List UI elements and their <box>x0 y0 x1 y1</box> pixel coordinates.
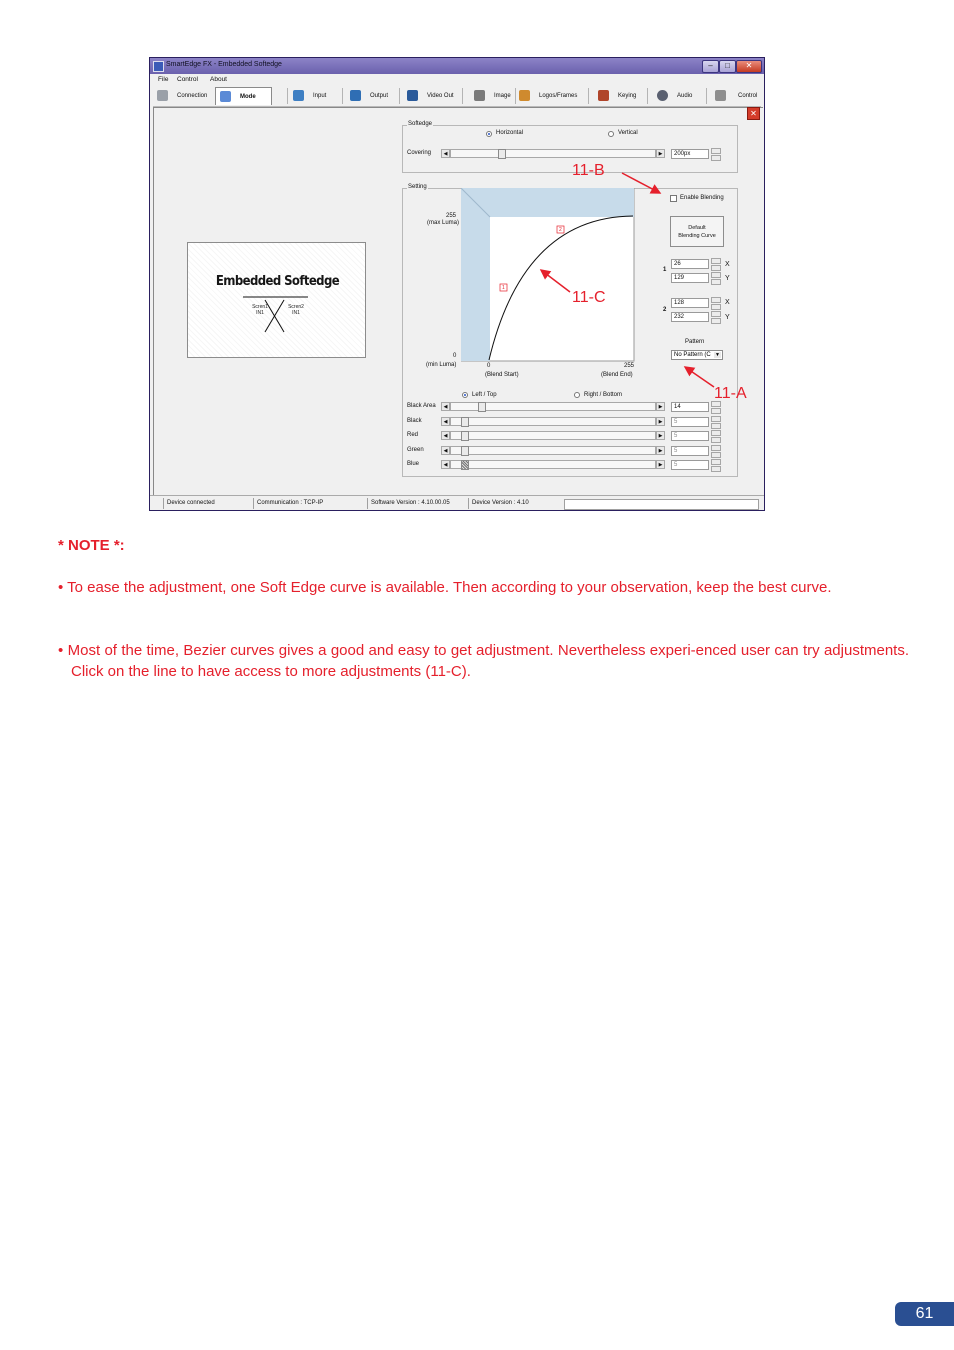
note-bullet-1: • To ease the adjustment, one Soft Edge curve is available. Then according to your observation, keep the best curve. <box>58 579 832 596</box>
slider-label: Black Area <box>407 403 436 409</box>
minimize-button[interactable]: – <box>702 60 719 73</box>
panel-close-icon[interactable]: ✕ <box>747 107 760 120</box>
y-max-sub: (max Luma) <box>427 220 460 226</box>
vertical-label: Vertical <box>618 130 638 136</box>
point2-y-field[interactable]: 232 <box>671 312 709 322</box>
enable-blending-label: Enable Blending <box>680 195 724 201</box>
slider-right-arrow[interactable]: ▶ <box>656 446 665 455</box>
curve-marker-2[interactable]: 2 <box>559 227 562 233</box>
status-communication: Communication : TCP-IP <box>253 498 367 509</box>
point2-label: 2 <box>663 307 667 313</box>
x-min-label: 0 <box>487 363 491 369</box>
preview-screen2: Scren2 IN1 <box>288 304 304 316</box>
chevron-down-icon: ▼ <box>715 352 720 358</box>
tab-input[interactable]: Input <box>289 87 339 104</box>
slider-value-field[interactable]: 5 <box>671 417 709 427</box>
covering-left-arrow[interactable]: ◀ <box>441 149 450 158</box>
y-min-label: 0 <box>453 353 457 359</box>
slider-right-arrow[interactable]: ▶ <box>656 417 665 426</box>
page-number: 61 <box>895 1302 954 1326</box>
window-title: SmartEdge FX - Embedded Softedge <box>166 61 282 68</box>
tab-keying[interactable]: Keying <box>594 87 644 104</box>
point2-x-field[interactable]: 128 <box>671 298 709 308</box>
x-min-sub: (Blend Start) <box>485 372 519 378</box>
close-button[interactable]: ✕ <box>736 60 762 73</box>
pattern-label: Pattern <box>685 339 705 345</box>
point1-x-field[interactable]: 26 <box>671 259 709 269</box>
callout-11c: 11-C <box>572 289 606 306</box>
y-min-sub: (min Luma) <box>426 362 457 368</box>
status-device-version: Device Version : 4.10 <box>468 498 562 509</box>
point2-y-letter: Y <box>725 314 730 321</box>
menu-file[interactable]: File <box>158 76 169 83</box>
callout-11a: 11-A <box>714 385 747 402</box>
right-bottom-label: Right / Bottom <box>584 392 623 398</box>
tab-control[interactable]: Control <box>711 87 761 104</box>
covering-label: Covering <box>407 150 432 156</box>
left-top-label: Left / Top <box>472 392 497 398</box>
slider-left-arrow[interactable]: ◀ <box>441 431 450 440</box>
covering-field[interactable]: 200px <box>671 149 709 159</box>
tab-connection[interactable]: Connection <box>153 87 215 104</box>
tab-image[interactable]: Image <box>470 87 520 104</box>
slider-value-field[interactable]: 5 <box>671 431 709 441</box>
slider-value-field[interactable]: 5 <box>671 446 709 456</box>
preview-screen1: Scren1 IN1 <box>252 304 268 316</box>
slider-label: Red <box>407 432 419 438</box>
slider-right-arrow[interactable]: ▶ <box>656 402 665 411</box>
setting-group-label: Setting <box>408 184 427 190</box>
slider-label: Blue <box>407 461 420 467</box>
tab-mode[interactable]: Mode <box>215 87 272 105</box>
tab-video-out[interactable]: Video Out <box>403 87 458 104</box>
y-max-label: 255 <box>446 213 457 219</box>
point1-x-letter: X <box>725 261 730 268</box>
callout-11b: 11-B <box>572 162 605 179</box>
slider-value-field[interactable]: 5 <box>671 460 709 470</box>
slider-left-arrow[interactable]: ◀ <box>441 446 450 455</box>
slider-left-arrow[interactable]: ◀ <box>441 460 450 469</box>
curve-marker-1[interactable]: 1 <box>502 285 505 291</box>
slider-right-arrow[interactable]: ▶ <box>656 431 665 440</box>
maximize-button[interactable]: □ <box>719 60 736 73</box>
default-blending-curve-button[interactable]: Default Blending Curve <box>670 216 724 247</box>
status-device: Device connected <box>163 498 253 509</box>
point1-label: 1 <box>663 267 667 273</box>
slider-value-field[interactable]: 14 <box>671 402 709 412</box>
note-bullet-2: • Most of the time, Bezier curves gives a good and easy to get adjustment. Nevertheless experi-enced user can try adjustments. Click on the line to have access to more adjustments (11-C). <box>58 642 909 680</box>
point2-x-letter: X <box>725 299 730 306</box>
slider-left-arrow[interactable]: ◀ <box>441 417 450 426</box>
menu-control[interactable]: Control <box>177 76 198 83</box>
callout-arrows <box>0 0 954 560</box>
slider-label: Green <box>407 446 424 453</box>
slider-label: Black <box>407 417 422 424</box>
slider-right-arrow[interactable]: ▶ <box>656 460 665 469</box>
softedge-group-label: Softedge <box>408 121 433 127</box>
menu-about[interactable]: About <box>210 76 227 83</box>
covering-right-arrow[interactable]: ▶ <box>656 149 665 158</box>
horizontal-label: Horizontal <box>496 130 524 136</box>
tab-audio[interactable]: Audio <box>653 87 703 104</box>
point1-y-field[interactable]: 129 <box>671 273 709 283</box>
pattern-value: No Pattern (C <box>674 352 711 358</box>
x-max-label: 255 <box>624 363 635 369</box>
tab-output[interactable]: Output <box>346 87 396 104</box>
preview-title: Embedded Softedge <box>215 274 340 289</box>
note-title: * NOTE *: <box>58 537 125 554</box>
slider-left-arrow[interactable]: ◀ <box>441 402 450 411</box>
point1-y-letter: Y <box>725 275 730 282</box>
status-software-version: Software Version : 4.10.00.05 <box>367 498 467 509</box>
tab-logos-frames[interactable]: Logos/Frames <box>515 87 585 104</box>
x-max-sub: (Blend End) <box>601 372 633 378</box>
